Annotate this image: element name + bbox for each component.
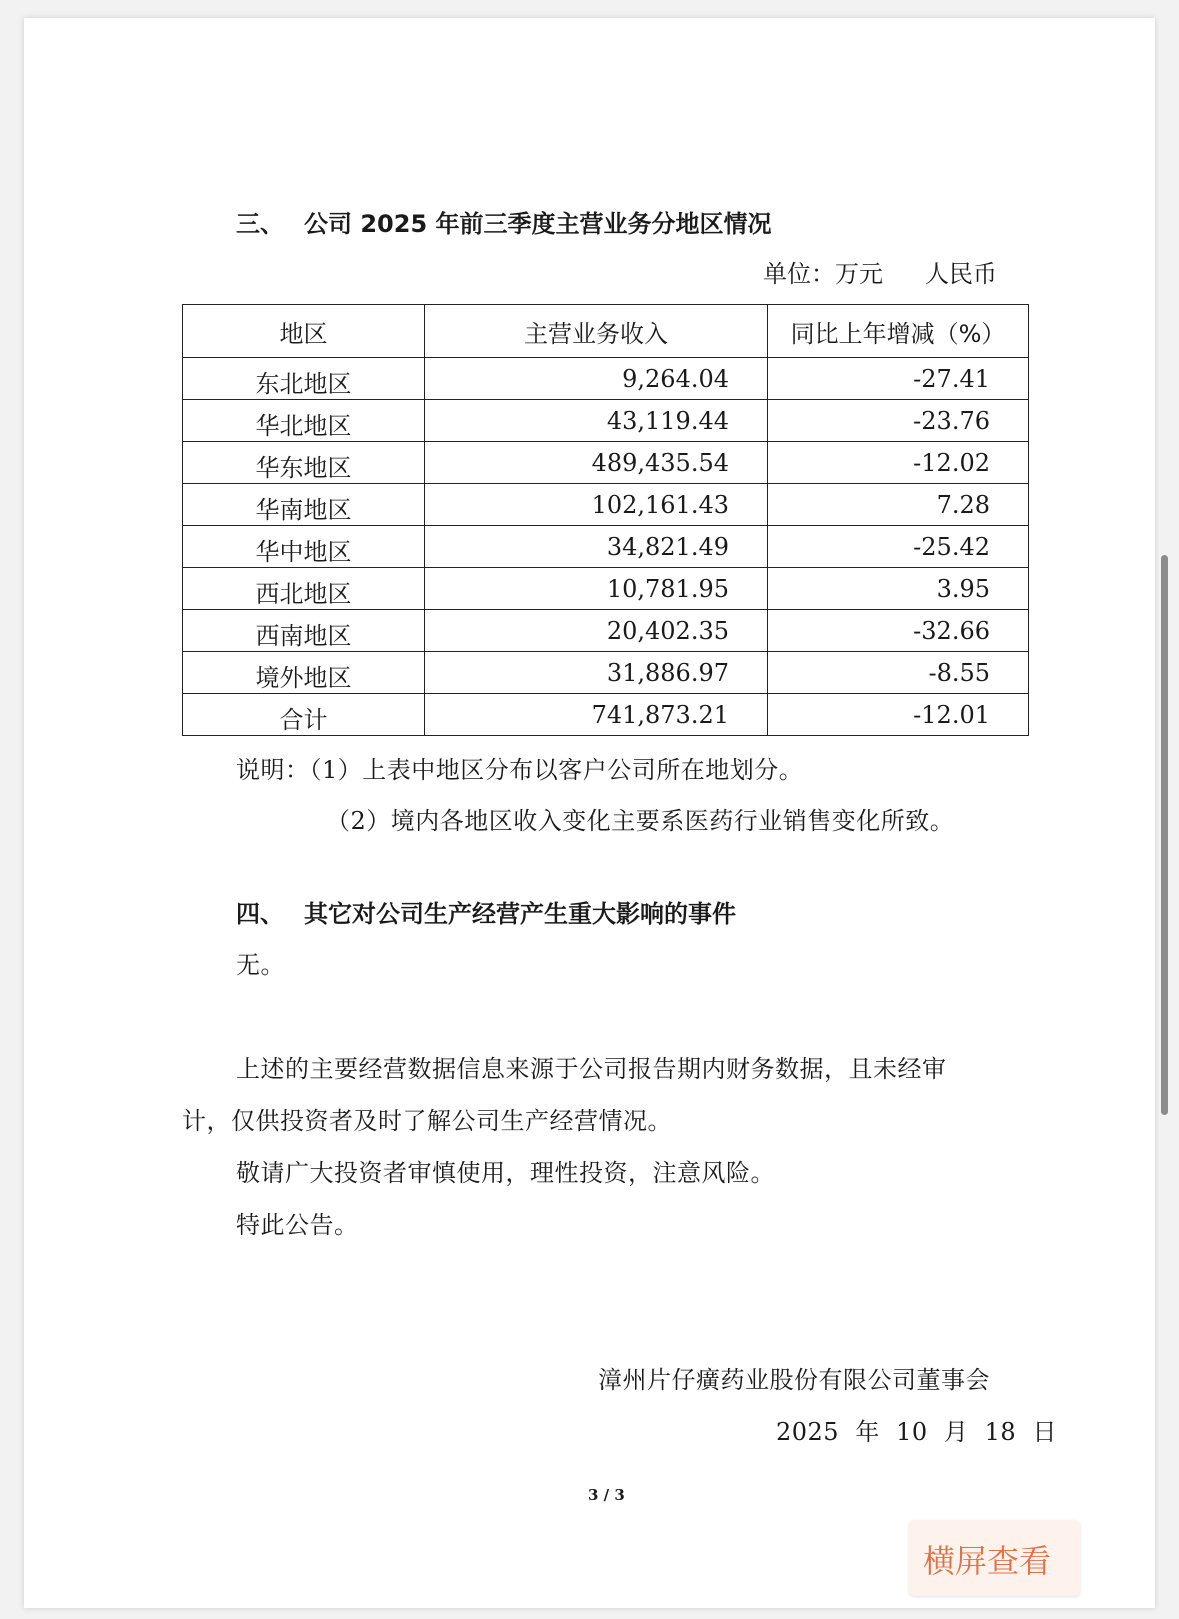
signature-date: 2025 年 10 月 18 日 [776,1418,1057,1446]
section-4-body: 无。 [236,951,285,979]
unit-line [763,254,997,289]
total-revenue-cell: 741,873.21 [425,694,768,736]
signature-company: 漳州片仔癀药业股份有限公司董事会 [598,1366,990,1394]
region-cell: 东北地区 [183,358,425,400]
region-cell: 华中地区 [183,526,425,568]
table-row [183,442,1029,484]
section-3-heading [236,204,772,239]
closing-line-1: 上述的主要经营数据信息来源于公司报告期内财务数据，且未经审 [236,1055,947,1083]
revenue-cell: 102,161.43 [425,484,768,526]
table-row [183,358,1029,400]
note-2: （2）境内各地区收入变化主要系医药行业销售变化所致。 [326,807,955,835]
change-cell: 7.28 [768,484,1029,526]
section-4-heading [236,894,736,929]
revenue-cell: 489,435.54 [425,442,768,484]
change-cell: -32.66 [768,610,1029,652]
table-row [183,484,1029,526]
table-row [183,400,1029,442]
landscape-view-label: 横屏查看 [923,1542,1052,1580]
revenue-cell: 34,821.49 [425,526,768,568]
region-cell: 西北地区 [183,568,425,610]
change-cell: -12.02 [768,442,1029,484]
header-revenue: 主营业务收入 [425,305,768,358]
header-yoy-change: 同比上年增减（%） [768,305,1029,358]
landscape-view-button[interactable] [909,1520,1080,1596]
closing-line-3: 敬请广大投资者审慎使用，理性投资，注意风险。 [236,1159,775,1187]
section-4-title: 其它对公司生产经营产生重大影响的事件 [304,900,736,928]
table-row [183,568,1029,610]
total-change-cell: -12.01 [768,694,1029,736]
revenue-cell: 9,264.04 [425,358,768,400]
section-3-title: 公司 2025 年前三季度主营业务分地区情况 [304,210,772,238]
table-row [183,652,1029,694]
header-region: 地区 [183,305,425,358]
section-3-number: 三、 [236,210,284,238]
table-row [183,610,1029,652]
currency-label: 人民币 [925,260,997,288]
section-4-number: 四、 [236,900,284,928]
change-cell: 3.95 [768,568,1029,610]
closing-line-2: 计，仅供投资者及时了解公司生产经营情况。 [182,1107,672,1135]
closing-line-4: 特此公告。 [236,1211,359,1239]
table-row [183,526,1029,568]
region-revenue-table [182,304,1029,736]
revenue-cell: 31,886.97 [425,652,768,694]
table-total-row [183,694,1029,736]
revenue-cell: 43,119.44 [425,400,768,442]
unit-label: 单位：万元 [763,260,883,288]
region-cell: 华东地区 [183,442,425,484]
region-cell: 境外地区 [183,652,425,694]
revenue-cell: 20,402.35 [425,610,768,652]
region-cell: 西南地区 [183,610,425,652]
region-cell: 华北地区 [183,400,425,442]
total-label-cell: 合计 [183,694,425,736]
change-cell: -8.55 [768,652,1029,694]
change-cell: -27.41 [768,358,1029,400]
change-cell: -23.76 [768,400,1029,442]
scrollbar-thumb[interactable] [1161,555,1168,1115]
change-cell: -25.42 [768,526,1029,568]
revenue-cell: 10,781.95 [425,568,768,610]
page-number: 3 / 3 [588,1486,625,1504]
table-header-row [183,305,1029,358]
region-cell: 华南地区 [183,484,425,526]
note-1: 说明：（1）上表中地区分布以客户公司所在地划分。 [236,756,804,784]
